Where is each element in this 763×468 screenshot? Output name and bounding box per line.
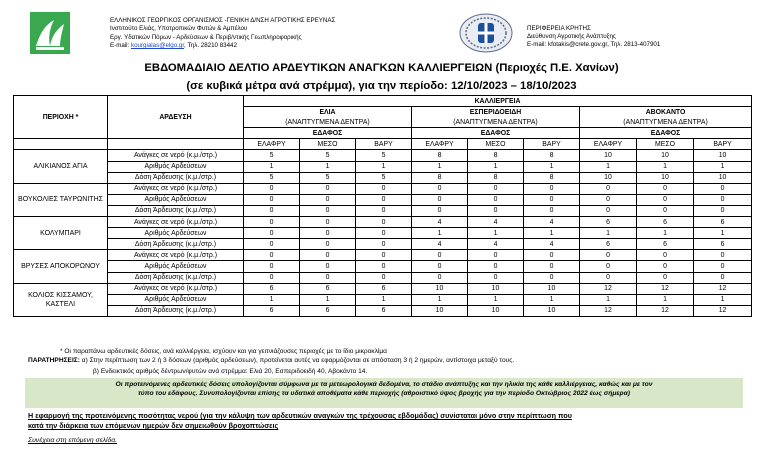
value-cell: 0 xyxy=(524,205,580,216)
value-cell: 0 xyxy=(412,194,468,205)
value-cell: 0 xyxy=(694,183,752,194)
value-cell: 1 xyxy=(637,228,694,239)
value-cell: 0 xyxy=(637,205,694,216)
irrigation-metric-label: Δόση Άρδευσης (κ.μ./στρ.) xyxy=(108,272,244,283)
value-cell: 1 xyxy=(694,294,752,305)
value-cell: 0 xyxy=(356,217,412,228)
value-cell: 1 xyxy=(468,294,524,305)
area-name-cell: ΒΟΥΚΟΛΙΕΣ ΤΑΥΡΩΝΙΤΗΣ xyxy=(14,183,108,216)
value-cell: 0 xyxy=(300,250,356,261)
value-cell: 10 xyxy=(524,305,580,316)
value-cell: 1 xyxy=(580,228,637,239)
soil-type-heavy: ΒΑΡΥ xyxy=(356,139,412,150)
irrigation-metric-label: Ανάγκες σε νερό (κ.μ./στρ.) xyxy=(108,183,244,194)
soil-type-light: ΕΛΑΦΡΥ xyxy=(412,139,468,150)
irrigation-metric-label: Ανάγκες σε νερό (κ.μ./στρ.) xyxy=(108,217,244,228)
irrigation-metric-label: Αριθμός Αρδεύσεων xyxy=(108,294,244,305)
value-cell: 0 xyxy=(356,183,412,194)
value-cell: 10 xyxy=(524,283,580,294)
value-cell: 4 xyxy=(468,217,524,228)
value-cell: 4 xyxy=(468,239,524,250)
irrigation-metric-label: Δόση Άρδευσης (κ.μ./στρ.) xyxy=(108,172,244,183)
value-cell: 1 xyxy=(244,161,300,172)
value-cell: 0 xyxy=(580,261,637,272)
value-cell: 10 xyxy=(412,283,468,294)
value-cell: 0 xyxy=(300,239,356,250)
table-row xyxy=(14,183,752,194)
area-name-cell: ΚΟΛΥΜΠΑΡΙ xyxy=(14,217,108,250)
header-right-line-2: Διεύθυνση Αγροτικής Ανάπτυξης xyxy=(527,33,616,41)
value-cell: 0 xyxy=(468,205,524,216)
value-cell: 0 xyxy=(524,261,580,272)
note-asterisk: * Οι παραπάνω αρδευτικές δόσεις, ανά καλλιέργεια, ισχύουν και για γειτνιάζουσες περιοχές με το ίδιο μικροκλίμα xyxy=(60,348,387,355)
header-right-line-3: E-mail: kfotakis@crete.gov.gr, Τηλ. 2813-407901 xyxy=(527,41,661,49)
table-row xyxy=(14,283,752,294)
method-note-band xyxy=(25,378,743,408)
table-row xyxy=(14,161,752,172)
value-cell: 0 xyxy=(580,250,637,261)
value-cell: 0 xyxy=(637,250,694,261)
value-cell: 0 xyxy=(694,205,752,216)
irrigation-metric-label: Δόση Άρδευσης (κ.μ./στρ.) xyxy=(108,305,244,316)
value-cell: 1 xyxy=(524,161,580,172)
value-cell: 10 xyxy=(468,305,524,316)
value-cell: 10 xyxy=(637,150,694,161)
value-cell: 1 xyxy=(412,294,468,305)
value-cell: 4 xyxy=(412,217,468,228)
value-cell: 4 xyxy=(524,239,580,250)
value-cell: 6 xyxy=(244,283,300,294)
value-cell: 12 xyxy=(694,305,752,316)
value-cell: 0 xyxy=(580,272,637,283)
soil-header: ΕΔΑΦΟΣ xyxy=(580,128,752,139)
value-cell: 5 xyxy=(300,172,356,183)
value-cell: 12 xyxy=(637,283,694,294)
value-cell: 12 xyxy=(694,283,752,294)
value-cell: 0 xyxy=(300,205,356,216)
value-cell: 1 xyxy=(244,294,300,305)
header-right-line-1: ΠΕΡΙΦΕΡΕΙΑ ΚΡΗΤΗΣ xyxy=(527,25,591,32)
value-cell: 6 xyxy=(694,217,752,228)
table-row xyxy=(14,272,752,283)
crop-citrus-subheader: (ΑΝΑΠΤΥΓΜΕΝΑ ΔΕΝΤΡΑ) xyxy=(412,117,580,128)
table-row xyxy=(14,305,752,316)
remarks-label: ΠΑΡΑΤΗΡΗΣΕΙΣ: xyxy=(28,357,80,364)
crop-citrus-header: ΕΣΠΕΡΙΔΟΕΙΔΗ xyxy=(412,107,580,118)
value-cell: 0 xyxy=(356,205,412,216)
value-cell: 0 xyxy=(300,261,356,272)
value-cell: 5 xyxy=(300,150,356,161)
area-name-cell: ΚΟΛΙΟΣ ΚΙΣΣΑΜΟΥ, ΚΑΣΤΕΛΙ xyxy=(14,283,108,316)
value-cell: 12 xyxy=(580,283,637,294)
value-cell: 6 xyxy=(300,305,356,316)
value-cell: 0 xyxy=(300,228,356,239)
value-cell: 0 xyxy=(637,272,694,283)
value-cell: 0 xyxy=(580,205,637,216)
area-header-blank xyxy=(14,139,108,150)
value-cell: 0 xyxy=(412,272,468,283)
value-cell: 0 xyxy=(300,217,356,228)
value-cell: 0 xyxy=(244,261,300,272)
value-cell: 1 xyxy=(300,294,356,305)
soil-header: ΕΔΑΦΟΣ xyxy=(244,128,412,139)
value-cell: 4 xyxy=(524,217,580,228)
value-cell: 0 xyxy=(524,272,580,283)
value-cell: 0 xyxy=(468,250,524,261)
value-cell: 0 xyxy=(244,217,300,228)
value-cell: 1 xyxy=(580,294,637,305)
irrigation-metric-label: Ανάγκες σε νερό (κ.μ./στρ.) xyxy=(108,250,244,261)
value-cell: 0 xyxy=(244,194,300,205)
remarks-a-text: α) Στην περίπτωση των 2 ή 3 δόσεων (αριθμός αρδεύσεων), προτείνεται αυτές να εφαρμόζονται σε απόσταση 3 ή 2 ημερών, αντίστοιχα μεταξύ τους. xyxy=(79,357,515,364)
value-cell: 8 xyxy=(524,150,580,161)
crop-avocado-header: ΑΒΟΚΑΝΤΟ xyxy=(580,107,752,118)
value-cell: 0 xyxy=(524,250,580,261)
email-prefix: E-mail: xyxy=(110,42,131,50)
crops-header: ΚΑΛΛΙΕΡΓΕΙΑ xyxy=(244,96,752,107)
value-cell: 0 xyxy=(356,228,412,239)
value-cell: 1 xyxy=(580,161,637,172)
value-cell: 0 xyxy=(300,194,356,205)
value-cell: 0 xyxy=(244,228,300,239)
irrigation-metric-label: Αριθμός Αρδεύσεων xyxy=(108,261,244,272)
soil-header: ΕΔΑΦΟΣ xyxy=(412,128,580,139)
value-cell: 12 xyxy=(580,305,637,316)
value-cell: 0 xyxy=(637,183,694,194)
value-cell: 10 xyxy=(637,172,694,183)
header-right-text xyxy=(527,25,757,50)
value-cell: 0 xyxy=(694,272,752,283)
soil-type-medium: ΜΕΣΟ xyxy=(637,139,694,150)
table-row xyxy=(14,228,752,239)
value-cell: 8 xyxy=(412,150,468,161)
value-cell: 0 xyxy=(412,183,468,194)
irrigation-header-blank xyxy=(108,139,244,150)
table-row xyxy=(14,217,752,228)
crop-olive-subheader: (ΑΝΑΠΤΥΓΜΕΝΑ ΔΕΝΤΡΑ) xyxy=(244,117,412,128)
value-cell: 1 xyxy=(356,294,412,305)
elgo-dimitra-logo-icon xyxy=(30,12,70,54)
irrigation-metric-label: Ανάγκες σε νερό (κ.μ./στρ.) xyxy=(108,283,244,294)
crop-olive-header: ΕΛΙΑ xyxy=(244,107,412,118)
value-cell: 0 xyxy=(356,250,412,261)
value-cell: 6 xyxy=(244,305,300,316)
value-cell: 10 xyxy=(412,305,468,316)
note-remarks-a xyxy=(28,357,514,366)
value-cell: 1 xyxy=(524,228,580,239)
irrigation-table xyxy=(13,95,752,317)
value-cell: 1 xyxy=(300,161,356,172)
value-cell: 8 xyxy=(412,172,468,183)
header-left-text xyxy=(110,17,440,51)
value-cell: 0 xyxy=(694,261,752,272)
value-cell: 0 xyxy=(637,194,694,205)
value-cell: 1 xyxy=(637,161,694,172)
value-cell: 0 xyxy=(580,183,637,194)
method-note-line-1: Οι προτεινόμενες αρδευτικές δόσεις υπολογίζονται σύμφωνα με τα μετεωρολογικά δεδομένα, το στάδιο ανάπτυξης και την ηλικία της κάθε καλλιέργειας, καθώς και με τον xyxy=(115,381,653,388)
table-row xyxy=(14,261,752,272)
area-column-header: ΠΕΡΙΟΧΗ * xyxy=(14,96,108,139)
value-cell: 1 xyxy=(524,294,580,305)
hellenic-republic-emblem-icon xyxy=(458,13,514,53)
table-row xyxy=(14,239,752,250)
value-cell: 1 xyxy=(468,161,524,172)
value-cell: 5 xyxy=(356,172,412,183)
soil-type-medium: ΜΕΣΟ xyxy=(300,139,356,150)
header-left-line-2: Ινστιτούτο Ελιάς, Υποτροπικών Φυτών & Αμπέλου xyxy=(110,25,248,33)
value-cell: 0 xyxy=(244,250,300,261)
value-cell: 6 xyxy=(356,305,412,316)
area-name-cell: ΑΛΙΚΙΑΝΟΣ ΑΓΙΑ xyxy=(14,150,108,183)
value-cell: 10 xyxy=(580,172,637,183)
note-remarks-b: β) Ενδεικτικός αριθμός δέντρων/φυτών ανά στρέμμα: Ελιά 20, Εσπεριδοειδή 40, Αβοκάντο 14. xyxy=(93,368,368,375)
value-cell: 0 xyxy=(356,239,412,250)
header-left-line-3: Εργ. Υδατικών Πόρων - Αρδεύσεων & Περιβ/ντικής Γεωπληροφορικής xyxy=(110,33,302,41)
value-cell: 1 xyxy=(412,161,468,172)
bulletin-title: ΕΒΔΟΜΑΔΙΑΙΟ ΔΕΛΤΙΟ ΑΡΔΕΥΤΙΚΩΝ ΑΝΑΓΚΩΝ ΚΑΛΛΙΕΡΓΕΙΩΝ (Περιοχές Π.Ε. Χανίων) xyxy=(144,62,619,74)
continued-next-page: Συνέχεια στη επόμενη σελίδα. xyxy=(28,437,118,444)
value-cell: 5 xyxy=(244,150,300,161)
method-note-line-2: τύπο του εδάφους. Συνυπολογίζονται επίσης τα υδατικά αποθέματα κάθε περιοχής (αθροιστικό ύψος βροχής για την περίοδο Οκτώβριος 2022 έως σήμερα) xyxy=(138,390,630,397)
value-cell: 6 xyxy=(356,283,412,294)
table-row xyxy=(14,294,752,305)
application-advice-line-1: Η εφαρμογή της προτεινόμενης ποσότητας νερού (για την κάλυψη των αρδευτικών αναγκών της τρέχουσας εβδομάδας) συνίσταται μόνο στην περίπτωση που xyxy=(28,411,572,420)
application-advice xyxy=(28,411,743,431)
value-cell: 0 xyxy=(244,272,300,283)
value-cell: 1 xyxy=(694,228,752,239)
value-cell: 6 xyxy=(300,283,356,294)
value-cell: 10 xyxy=(580,150,637,161)
irrigation-metric-label: Ανάγκες σε νερό (κ.μ./στρ.) xyxy=(108,150,244,161)
value-cell: 0 xyxy=(412,250,468,261)
value-cell: 5 xyxy=(244,172,300,183)
soil-type-medium: ΜΕΣΟ xyxy=(468,139,524,150)
value-cell: 0 xyxy=(244,239,300,250)
value-cell: 0 xyxy=(694,194,752,205)
phone-text: , Τηλ. 28210 83442 xyxy=(184,42,237,50)
value-cell: 0 xyxy=(412,205,468,216)
irrigation-metric-label: Αριθμός Αρδεύσεων xyxy=(108,194,244,205)
table-row xyxy=(14,194,752,205)
irrigation-metric-label: Αριθμός Αρδεύσεων xyxy=(108,228,244,239)
bulletin-subtitle: (σε κυβικά μέτρα ανά στρέμμα), για την περίοδο: 12/10/2023 – 18/10/2023 xyxy=(186,80,577,92)
soil-type-light: ΕΛΑΦΡΥ xyxy=(244,139,300,150)
soil-type-light: ΕΛΑΦΡΥ xyxy=(580,139,637,150)
value-cell: 0 xyxy=(468,183,524,194)
application-advice-line-2: κατά την διάρκεια των επόμενων ημερών δεν σημειωθούν βροχοπτώσεις xyxy=(28,421,279,430)
irrigation-column-header: ΑΡΔΕΥΣΗ xyxy=(108,96,244,139)
value-cell: 10 xyxy=(468,283,524,294)
irrigation-metric-label: Δόση Άρδευσης (κ.μ./στρ.) xyxy=(108,205,244,216)
value-cell: 0 xyxy=(468,272,524,283)
crop-avocado-subheader: (ΑΝΑΠΤΥΓΜΕΝΑ ΔΕΝΤΡΑ) xyxy=(580,117,752,128)
value-cell: 0 xyxy=(524,194,580,205)
table-row xyxy=(14,205,752,216)
value-cell: 0 xyxy=(580,194,637,205)
value-cell: 1 xyxy=(356,161,412,172)
value-cell: 0 xyxy=(300,183,356,194)
email-link[interactable]: kourgialas@elgo.gr xyxy=(130,42,185,50)
value-cell: 0 xyxy=(300,272,356,283)
value-cell: 6 xyxy=(580,217,637,228)
value-cell: 6 xyxy=(637,217,694,228)
value-cell: 8 xyxy=(468,150,524,161)
value-cell: 0 xyxy=(244,183,300,194)
value-cell: 1 xyxy=(468,228,524,239)
value-cell: 6 xyxy=(694,239,752,250)
value-cell: 0 xyxy=(412,261,468,272)
value-cell: 12 xyxy=(637,305,694,316)
value-cell: 8 xyxy=(468,172,524,183)
irrigation-metric-label: Αριθμός Αρδεύσεων xyxy=(108,161,244,172)
value-cell: 0 xyxy=(356,272,412,283)
header-left-contact xyxy=(110,42,440,50)
soil-type-heavy: ΒΑΡΥ xyxy=(524,139,580,150)
value-cell: 1 xyxy=(637,294,694,305)
value-cell: 6 xyxy=(637,239,694,250)
value-cell: 0 xyxy=(356,261,412,272)
value-cell: 6 xyxy=(580,239,637,250)
value-cell: 8 xyxy=(524,172,580,183)
value-cell: 0 xyxy=(468,261,524,272)
value-cell: 0 xyxy=(524,183,580,194)
area-name-cell: ΒΡΥΣΕΣ ΑΠΟΚΟΡΩΝΟΥ xyxy=(14,250,108,283)
header-left-line-1: ΕΛΛΗΝΙΚΟΣ ΓΕΩΡΓΙΚΟΣ ΟΡΓΑΝΙΣΜΟΣ -ΓΕΝΙΚΗ Δ/ΝΣΗ ΑΓΡΟΤΙΚΗΣ ΕΡΕΥΝΑΣ xyxy=(110,17,336,24)
table-row xyxy=(14,172,752,183)
value-cell: 10 xyxy=(694,150,752,161)
value-cell: 1 xyxy=(412,228,468,239)
value-cell: 10 xyxy=(694,172,752,183)
value-cell: 5 xyxy=(356,150,412,161)
value-cell: 0 xyxy=(694,250,752,261)
value-cell: 1 xyxy=(694,161,752,172)
value-cell: 4 xyxy=(412,239,468,250)
soil-type-heavy: ΒΑΡΥ xyxy=(694,139,752,150)
value-cell: 0 xyxy=(637,261,694,272)
value-cell: 0 xyxy=(356,194,412,205)
table-row xyxy=(14,250,752,261)
value-cell: 0 xyxy=(468,194,524,205)
irrigation-metric-label: Δόση Άρδευσης (κ.μ./στρ.) xyxy=(108,239,244,250)
area-rows xyxy=(14,150,752,316)
value-cell: 0 xyxy=(244,205,300,216)
table-row xyxy=(14,150,752,161)
